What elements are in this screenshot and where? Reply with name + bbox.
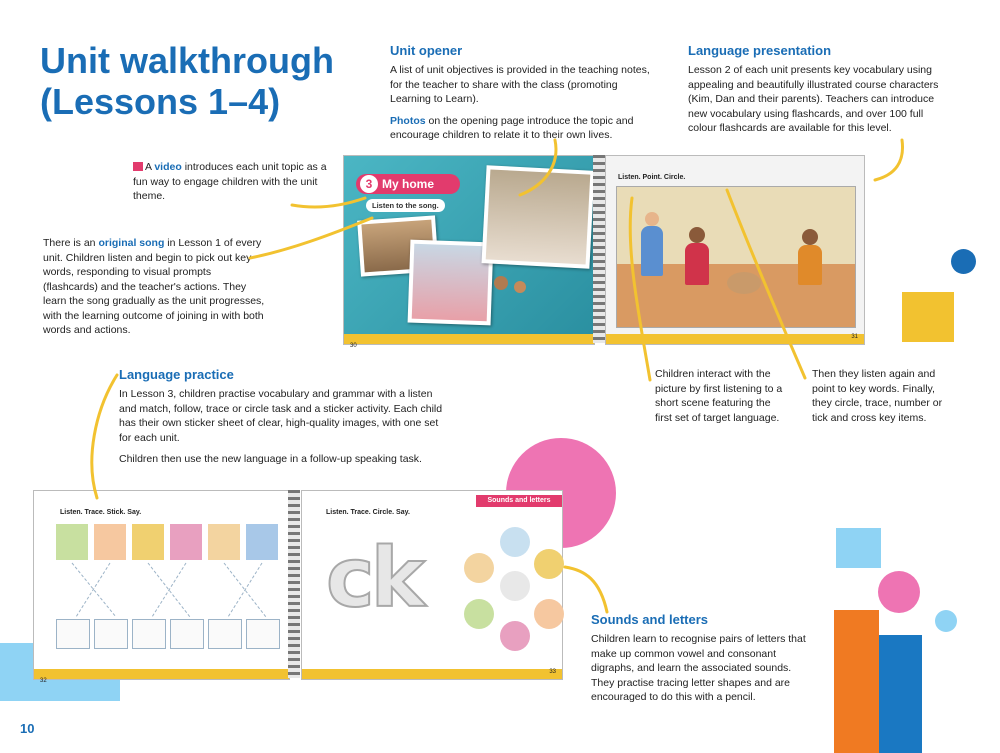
title-line-1: Unit walkthrough (40, 40, 334, 81)
language-practice-heading: Language practice (119, 367, 234, 382)
language-presentation-text: Lesson 2 of each unit presents key vocabulary using appealing and beautifully illustrated course characters (Kim, Dan and their parents). Teachers can introduce new vocabulary using flashcards, and over 100 full colour flashcards are available for this level. (688, 64, 939, 134)
unit-title: My home (382, 177, 435, 191)
song-pill: Listen to the song. (366, 199, 445, 212)
photos-highlight: Photos (390, 114, 426, 127)
song-note-pre: There is an (43, 237, 99, 249)
video-note-pre: A (145, 161, 155, 173)
arrow-song (250, 218, 372, 258)
arrow-listen-again (727, 190, 805, 378)
arrow-interact (630, 198, 650, 380)
right-page-number: 31 (851, 334, 858, 340)
video-note-post: introduces each unit topic as a fun way to engage children with the unit theme. (133, 161, 327, 202)
song-highlight: original song (98, 237, 165, 249)
sounds-letters-heading: Sounds and letters (591, 612, 709, 627)
listen-trace-circle-instructions: Listen. Trace. Circle. Say. (326, 509, 410, 516)
left-page-number: 30 (350, 343, 357, 349)
arrow-unit-opener (520, 140, 556, 195)
listen-trace-stick-instructions: Listen. Trace. Stick. Say. (60, 509, 142, 516)
practice-page-number: 32 (40, 678, 47, 684)
arrow-video (292, 198, 365, 207)
video-highlight: video (154, 161, 182, 173)
listen-again-note: Then they listen again and point to key words. Finally, they circle, trace, number or tick and cross key items. (812, 368, 943, 424)
title-line-2: (Lessons 1–4) (40, 81, 281, 122)
unit-number: 3 (360, 175, 378, 193)
arrow-language-presentation (875, 140, 903, 180)
interact-note: Children interact with the picture by first listening to a short scene featuring the first set of target language. (655, 368, 783, 424)
unit-opener-p1: A list of unit objectives is provided in the teaching notes, for the teacher to share with the class (promoting Learning to Learn). (390, 64, 650, 105)
page-number: 10 (20, 721, 35, 736)
listen-point-circle-instructions: Listen. Point. Circle. (618, 174, 686, 181)
arrow-language-practice (92, 375, 117, 498)
digraph-letters: ck (326, 531, 422, 626)
language-practice-p1: In Lesson 3, children practise vocabulary and grammar with a listen and match, follow, trace or circle task and a sticker activity. Each child has their own sticker sheet of clear, high-quality images, with one set for each unit. (119, 388, 443, 444)
language-presentation-heading: Language presentation (688, 43, 832, 58)
unit-opener-p2-rest: on the opening page introduce the topic and encourage children to relate it to their own lives. (390, 114, 634, 141)
sounds-letters-tab: Sounds and letters (476, 495, 562, 507)
song-note-post: in Lesson 1 of every unit. Children listen and begin to pick out key words, responding to visual prompts (flashcards) and the teacher's actions. They learn the song gradually as the unit progresses, with the learning outcome of joining in with both words and actions. (43, 237, 265, 336)
language-practice-p2: Children then use the new language in a follow-up speaking task. (119, 453, 422, 465)
arrow-sounds-letters (565, 567, 607, 612)
sounds-letters-text: Children learn to recognise pairs of letters that make up common vowel and consonant digraphs, and learn the associated sounds. They practise tracing letter shapes and are encouraged to do this with a pencil. (591, 633, 806, 703)
sounds-page-number: 33 (549, 669, 556, 675)
unit-opener-heading: Unit opener (390, 43, 463, 58)
